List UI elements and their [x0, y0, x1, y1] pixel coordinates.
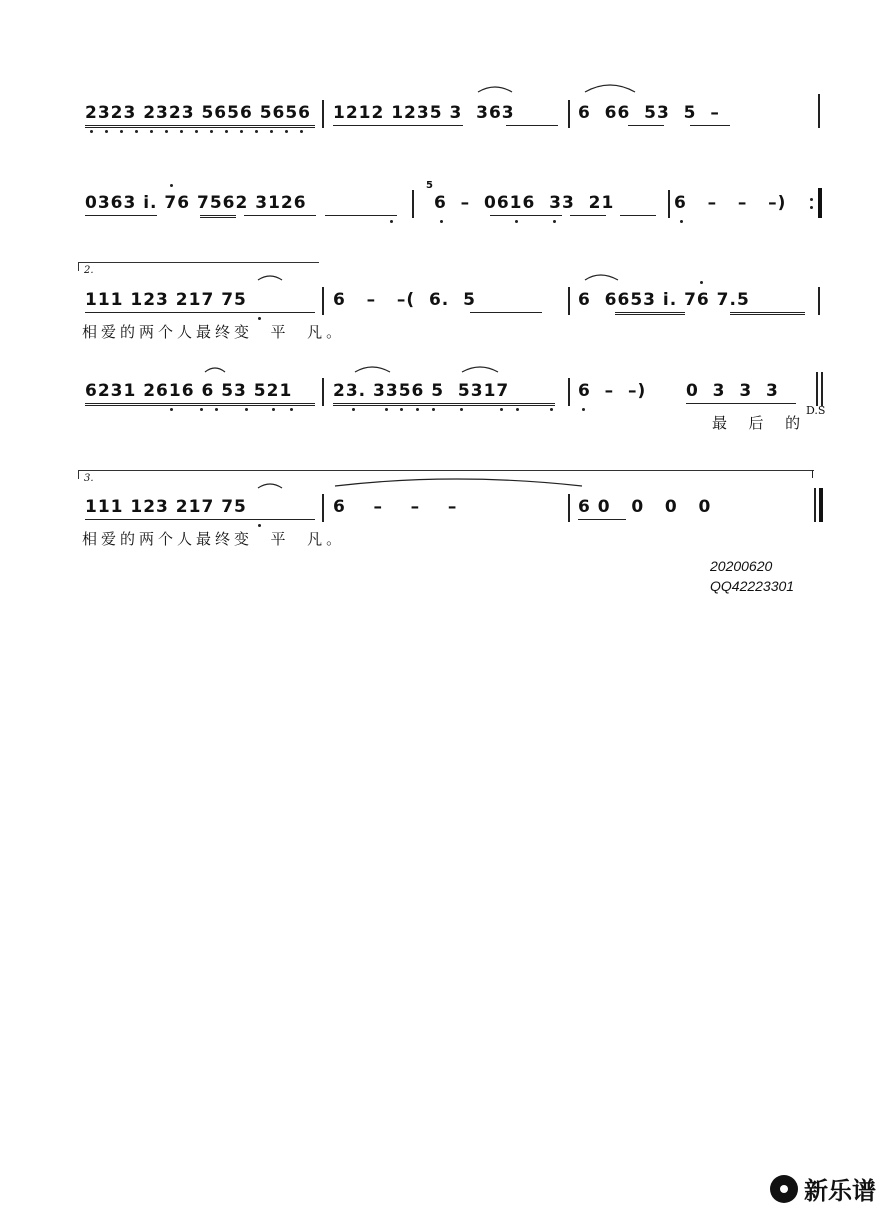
barline: [568, 494, 570, 522]
final-barline: [819, 488, 823, 522]
measure: 23. 3356 5 5317: [333, 381, 510, 401]
underline: [85, 519, 315, 520]
octave-dot: [400, 408, 403, 411]
octave-dot: [165, 130, 168, 133]
barline: [568, 100, 570, 128]
barline: [322, 287, 324, 315]
octave-dot: [515, 220, 518, 223]
underline: [85, 403, 315, 404]
octave-dot: [170, 408, 173, 411]
score-line-5: [0, 494, 888, 554]
underline: [85, 312, 315, 313]
measure: 1212 1235 3 363: [333, 103, 515, 123]
octave-dot: [245, 408, 248, 411]
octave-dot: [285, 130, 288, 133]
underline: [578, 519, 626, 520]
measure: 6 – –): [578, 381, 647, 401]
barline: [818, 94, 820, 128]
measure: 0 3 3 3: [686, 381, 779, 401]
measure: 6 – – –): [674, 193, 787, 213]
octave-dot: [180, 130, 183, 133]
octave-dot: [290, 408, 293, 411]
underline: [690, 125, 730, 126]
vinyl-icon: [770, 1175, 798, 1203]
underline: [730, 314, 805, 315]
score-line-4: [0, 378, 888, 438]
underline: [333, 405, 555, 406]
underline: [615, 314, 685, 315]
octave-dot: [680, 220, 683, 223]
barline: [818, 287, 820, 315]
score-line-1: [0, 100, 888, 160]
octave-dot: [432, 408, 435, 411]
octave-dot: [550, 408, 553, 411]
octave-dot: [200, 408, 203, 411]
underline: [333, 403, 555, 404]
octave-dot: [272, 408, 275, 411]
underline: [200, 215, 236, 216]
underline: [620, 215, 656, 216]
barline: [322, 100, 324, 128]
octave-dot: [440, 220, 443, 223]
underline: [506, 125, 558, 126]
octave-dot: [120, 130, 123, 133]
underline: [244, 215, 316, 216]
underline: [333, 125, 463, 126]
measure: 111 123 217 75: [85, 290, 247, 310]
brand-logo: [770, 1171, 876, 1206]
score-line-2: [0, 180, 888, 250]
measure: 6 – – –: [333, 497, 458, 517]
barline: [322, 378, 324, 406]
qq-number: QQ42223301: [710, 578, 795, 594]
lyrics-line: 相爱的两个人最终变 平 凡。: [82, 323, 346, 341]
measure: 6 6653 i. 76 7.5: [578, 290, 750, 310]
octave-dot-high: [700, 281, 703, 284]
octave-dot: [210, 130, 213, 133]
barline: [668, 190, 670, 218]
barline: [568, 378, 570, 406]
octave-dot: [215, 408, 218, 411]
octave-dot: [390, 220, 393, 223]
barline: [816, 372, 818, 406]
lyrics-line: 相爱的两个人最终变 平 凡。: [82, 530, 346, 548]
octave-dot-high: [170, 184, 173, 187]
volta-end: [812, 470, 813, 478]
grace-note: 5: [426, 180, 434, 191]
underline: [200, 217, 236, 218]
barline: [412, 190, 414, 218]
barline: [821, 372, 823, 406]
octave-dot: [240, 130, 243, 133]
repeat-end-barline: [818, 188, 822, 218]
underline: [490, 215, 562, 216]
octave-dot: [255, 130, 258, 133]
measure: 2323 2323 5656 5656: [85, 103, 312, 123]
underline: [628, 125, 664, 126]
measure: 6 66 53 5 –: [578, 103, 720, 123]
underline: [686, 403, 796, 404]
underline: [85, 215, 157, 216]
repeat-dot: [810, 206, 813, 209]
octave-dot: [90, 130, 93, 133]
measure: 6 0 0 0 0: [578, 497, 712, 517]
octave-dot: [270, 130, 273, 133]
date-stamp: 20200620: [710, 558, 773, 574]
volta-bracket-2: [78, 262, 319, 271]
octave-dot: [150, 130, 153, 133]
octave-dot: [135, 130, 138, 133]
measure: 0363 i. 76 7562 3126: [85, 193, 307, 213]
volta-label: 3.: [84, 473, 94, 484]
octave-dot: [105, 130, 108, 133]
measure: 6231 2616 6 53 521: [85, 381, 293, 401]
octave-dot: [352, 408, 355, 411]
octave-dot: [582, 408, 585, 411]
measure: 111 123 217 75: [85, 497, 247, 517]
octave-dot: [258, 524, 261, 527]
underline: [85, 405, 315, 406]
underline: [85, 127, 315, 128]
barline: [568, 287, 570, 315]
octave-dot: [300, 130, 303, 133]
underline: [85, 125, 315, 126]
underline: [730, 312, 805, 313]
octave-dot: [225, 130, 228, 133]
volta-label: 2.: [84, 265, 94, 276]
octave-dot: [516, 408, 519, 411]
octave-dot: [195, 130, 198, 133]
barline: [814, 488, 816, 522]
octave-dot: [553, 220, 556, 223]
underline: [325, 215, 397, 216]
measure: 6 – –( 6. 5: [333, 290, 476, 310]
underline: [470, 312, 542, 313]
dal-segno: D.S: [806, 404, 826, 417]
barline: [322, 494, 324, 522]
octave-dot: [460, 408, 463, 411]
measure: 6 – 0616 33 21: [434, 193, 615, 213]
octave-dot: [258, 317, 261, 320]
octave-dot: [416, 408, 419, 411]
brand-logo-text: 新乐谱: [804, 1177, 876, 1205]
score-line-3: [0, 287, 888, 347]
octave-dot: [385, 408, 388, 411]
underline: [570, 215, 606, 216]
volta-bracket-3: [78, 470, 814, 479]
lyrics-line: 最 后 的: [712, 414, 805, 432]
octave-dot: [500, 408, 503, 411]
underline: [615, 312, 685, 313]
repeat-dot: [810, 198, 813, 201]
